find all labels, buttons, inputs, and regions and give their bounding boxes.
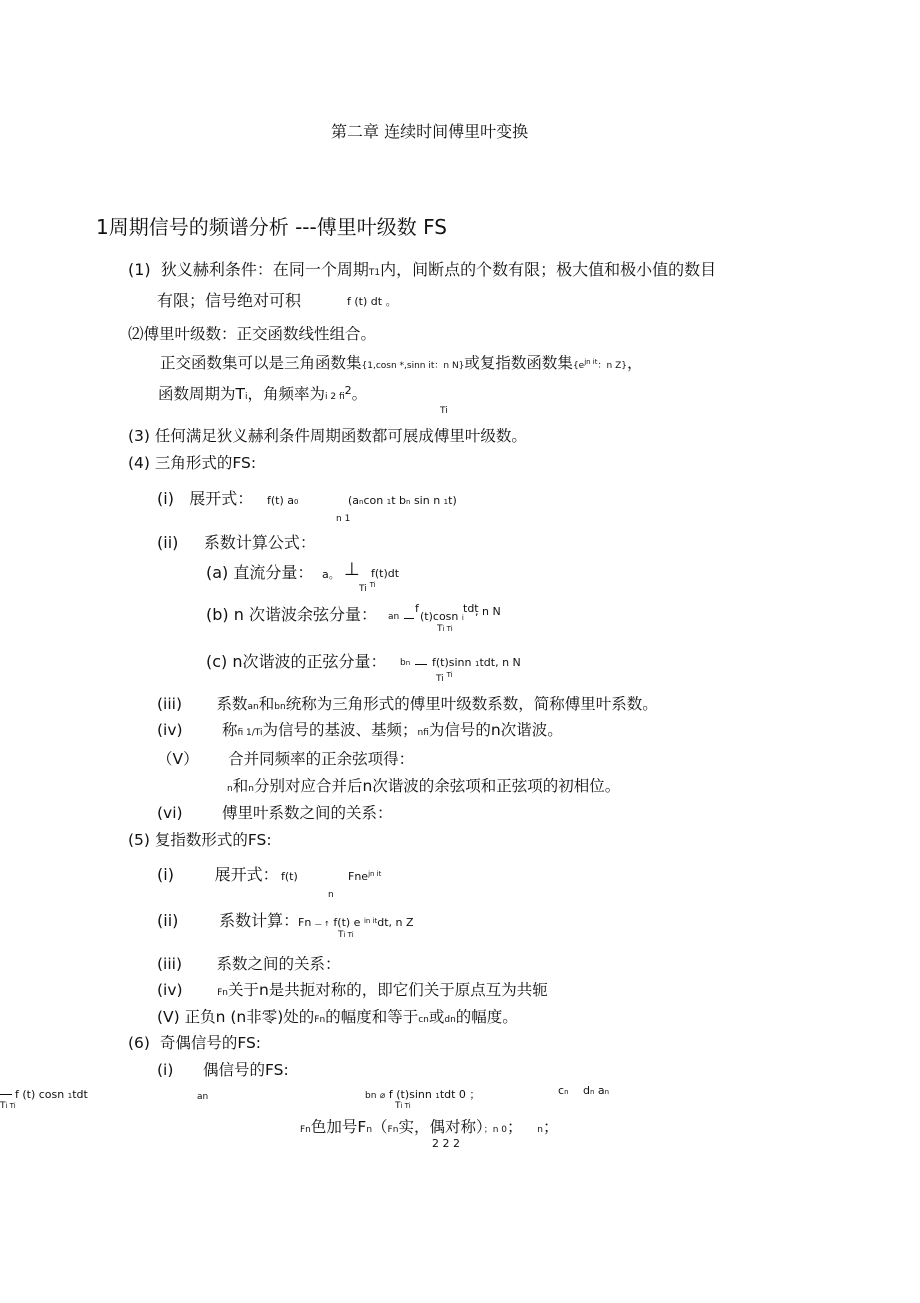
- integral-expr: f (t) dt: [347, 295, 383, 308]
- a0-symbol: a。: [322, 568, 340, 581]
- an-symbol: an: [388, 612, 400, 622]
- item3-label: (3): [128, 427, 150, 445]
- section-title: 周期信号的频谱分析 ---傅里叶级数 FS: [108, 215, 447, 239]
- v5-cn: cn: [418, 1015, 429, 1025]
- iv-nfi: nfi: [417, 728, 429, 738]
- even-bn-t: T: [395, 1101, 401, 1111]
- period-sub: i: [244, 392, 248, 402]
- ft-a: f(t) a: [267, 494, 295, 507]
- item6-i-label: (i): [157, 1061, 174, 1079]
- cos-tdt: tdt: [463, 602, 479, 615]
- item5-v: [157, 1010, 518, 1026]
- dn-an-symbols: [583, 1085, 609, 1096]
- item1-line1: [128, 262, 716, 278]
- dc-component: [206, 565, 313, 581]
- item3-text: 任何满足狄义赫利条件周期函数都可展成傅里叶级数。: [154, 427, 527, 445]
- item1-end: 。: [385, 295, 397, 308]
- sin-label: (c): [206, 652, 228, 671]
- omega-sub1: 1: [386, 498, 392, 506]
- fn-even-line: [300, 1120, 559, 1136]
- item1-text-2: 有限；信号绝对可积: [157, 291, 302, 310]
- item4-v: [157, 752, 414, 768]
- fs-expansion-rhs: [348, 495, 457, 506]
- sin-component: [206, 654, 387, 670]
- omega-2: 2: [344, 384, 352, 397]
- footer-digits: 2 2 2: [432, 1137, 460, 1150]
- v5-t1: (V) 正负n (n非零)处的: [157, 1008, 315, 1026]
- abs-integral: [347, 296, 397, 307]
- t-close: t): [448, 494, 457, 507]
- cos-component: [206, 607, 377, 623]
- cn-sub: n: [564, 1088, 569, 1096]
- sin-n: sin n: [413, 494, 441, 507]
- vi-text: 傅里叶系数之间的关系：: [222, 804, 393, 822]
- v-phi-n: n: [227, 784, 233, 794]
- exp-set: {e: [572, 361, 585, 371]
- item1-label: (1): [128, 260, 151, 279]
- f-symbol: f: [415, 602, 419, 615]
- an2-sub: n: [604, 1088, 610, 1096]
- exp-fn-sup: jn it: [368, 870, 382, 878]
- v-text: 合并同频率的正余弦项得：: [228, 750, 415, 768]
- item4: [128, 456, 256, 472]
- trig-set: {1,cosn *,sinn it：n N}: [361, 361, 465, 371]
- item4-text: 三角形式的FS:: [154, 454, 257, 472]
- item1-line2: [157, 293, 301, 309]
- even-left-t: T: [0, 1101, 6, 1111]
- iii-t1: 系数: [216, 695, 248, 713]
- iv-fi: fi 1/Ti: [237, 728, 263, 738]
- even-bn: bn: [365, 1091, 377, 1101]
- cos-denominator: [437, 625, 453, 634]
- even-left-tdt: tdt: [72, 1088, 88, 1101]
- last-fn1: Fn: [300, 1125, 311, 1135]
- chapter-title: 第二章 连续时间傅里叶变换: [331, 122, 529, 141]
- item1-text: 狄义赫利条件：在同一个周期: [160, 260, 369, 279]
- item4-iv-label: (iv): [157, 721, 183, 739]
- even-bn-denominator: [395, 1102, 411, 1111]
- item5-iii: [157, 957, 341, 973]
- even-bn-sub: 1: [435, 1092, 440, 1100]
- v5-t4: 的幅度。: [455, 1008, 518, 1026]
- item5-label: (5): [128, 831, 150, 849]
- cn-symbol: [558, 1085, 569, 1096]
- item4-iii: [157, 697, 658, 713]
- item1-text-b: 内，间断点的个数有限；极大值和极小值的数目: [380, 260, 717, 279]
- even-left-tisub: i Ti: [5, 1102, 16, 1110]
- even-bn-tisub: i Ti: [400, 1102, 411, 1110]
- period-t1: T1: [368, 268, 381, 278]
- fn-symbol: Fn: [298, 916, 312, 929]
- item2-line2: [160, 356, 642, 372]
- item5-text: 复指数形式的FS:: [154, 831, 272, 849]
- cos-tisub: i Ti: [442, 625, 453, 633]
- dn-sub: n: [589, 1088, 595, 1096]
- item4-i: [157, 491, 253, 507]
- v-and: 和: [232, 777, 249, 795]
- sin-integrand: [432, 657, 521, 668]
- item6-text: 奇偶信号的FS:: [159, 1034, 262, 1052]
- item5: [128, 833, 272, 849]
- fn-tisub: i Ti: [343, 931, 354, 939]
- item4-vi: [157, 806, 393, 822]
- period-text: 函数周期为T: [158, 385, 245, 403]
- even-bn-integrand: f (t)sinn: [388, 1088, 432, 1101]
- cn-c: c: [558, 1084, 565, 1097]
- item2-label: ⑵: [128, 325, 144, 343]
- cos-sub: i: [461, 614, 464, 622]
- cos-integrand: [420, 611, 464, 622]
- item2-text-b: 或复指数函数集: [464, 354, 573, 372]
- fn-dash: — ↑: [314, 920, 330, 928]
- cos-t: T: [437, 624, 443, 634]
- section-heading: [96, 217, 447, 237]
- item6-label: (6): [128, 1034, 150, 1052]
- item5-ii-label: (ii): [157, 911, 179, 930]
- item5-ii-text: 系数计算：: [219, 911, 300, 930]
- item4-vi-label: (vi): [157, 804, 183, 822]
- item6-i-text: 偶信号的FS:: [202, 1061, 289, 1079]
- fn-dt: dt, n Z: [377, 916, 414, 929]
- even-bn-end: tdt 0 ；: [439, 1088, 481, 1101]
- fn-denominator: [338, 931, 354, 940]
- item4-iv: [157, 723, 563, 739]
- last-t4: n: [537, 1125, 544, 1135]
- an-open: (a: [348, 494, 360, 507]
- item5-iii-text: 系数之间的关系：: [216, 955, 341, 973]
- sin-tsub: Ti: [446, 671, 453, 679]
- last-sub: ；n 0: [483, 1125, 507, 1135]
- omega-expr: i 2 fi: [325, 392, 345, 402]
- sin-sub: 1: [475, 660, 480, 668]
- sin-ft: f(t)sinn: [432, 656, 472, 669]
- sin-tdt: tdt, n N: [479, 656, 521, 669]
- item4-v-line2: [227, 779, 620, 795]
- v-theta-n: n: [248, 784, 254, 794]
- bn-sub: n: [405, 659, 411, 667]
- fraction-dash-2: [415, 664, 427, 665]
- even-an-integrand: [15, 1089, 88, 1100]
- item6: [128, 1036, 261, 1052]
- iii-t3: 统称为三角形式的傅里叶级数系数，简称傅里叶系数。: [285, 695, 658, 713]
- exp-set-sup: jn it: [584, 358, 598, 366]
- v5-t3: 或: [428, 1008, 445, 1026]
- even-left-denominator: [0, 1102, 16, 1111]
- dc-tsub: Ti: [369, 581, 376, 589]
- item4-ii: [157, 535, 316, 551]
- last-t5: ；: [543, 1118, 559, 1136]
- exp-ft: f(t): [281, 870, 298, 883]
- item6-i: [157, 1063, 289, 1079]
- item5-iv-text: 关于n是共扼对称的，即它们关于原点互为共轭: [227, 981, 548, 999]
- an-sub: n: [359, 498, 364, 506]
- item4-iii-label: (iii): [157, 695, 183, 713]
- item4-ii-text: 系数计算公式：: [203, 533, 316, 552]
- iii-bn: bn: [274, 702, 286, 712]
- v-text-2: 分别对应合并后n次谐波的余弦项和正弦项的初相位。: [253, 777, 621, 795]
- perp-symbol: ⊥: [344, 559, 360, 580]
- cos-text: n 次谐波余弦分量：: [233, 605, 377, 624]
- exp-fn: Fne: [348, 870, 369, 883]
- iii-an: an: [247, 702, 259, 712]
- dc-text: 直流分量：: [233, 563, 314, 582]
- item5-i-label: (i): [157, 865, 174, 884]
- dc-integrand: f(t)dt: [371, 567, 400, 580]
- item2-text: 傅里叶级数：正交函数线性组合。: [143, 325, 377, 343]
- fs-expansion-lhs: [267, 495, 298, 506]
- even-an-label: an: [197, 1092, 209, 1102]
- last-paren: （: [372, 1118, 388, 1136]
- item5-i-text: 展开式：: [214, 865, 279, 884]
- an2-a: a: [597, 1084, 605, 1097]
- exp-sum-term: [348, 871, 381, 882]
- v5-dn: dn: [444, 1015, 456, 1025]
- left-fraction-dash: [0, 1094, 12, 1095]
- a0-sub: 0: [294, 498, 299, 506]
- comma: ，: [626, 354, 643, 372]
- last-fn2: n: [366, 1125, 373, 1135]
- item5-iv: [157, 983, 548, 999]
- last-t2: 实，偶对称）: [398, 1118, 484, 1136]
- item2-text-a: 正交函数集可以是三角函数集: [160, 354, 362, 372]
- item4-v-label: （V）: [157, 750, 199, 768]
- item5-iii-label: (iii): [157, 955, 183, 973]
- even-left-sub: 1: [67, 1092, 73, 1100]
- cos-ft: (t)cosn: [420, 610, 459, 623]
- v5-fn: Fn: [314, 1015, 326, 1025]
- even-left: f (t) cosn: [15, 1088, 65, 1101]
- cos-n-n: , n N: [475, 605, 501, 618]
- exp-sum-index: n: [328, 890, 334, 900]
- bn-b: b: [400, 658, 406, 668]
- fn-sup: in it: [363, 917, 378, 925]
- item5-i: [157, 867, 279, 883]
- last-fn3: Fn: [387, 1125, 399, 1135]
- sin-text: n次谐波的正弦分量：: [232, 652, 387, 671]
- item2-line3: [158, 385, 367, 403]
- item4-i-label: (i): [157, 489, 174, 508]
- item3: [128, 429, 527, 445]
- even-bn-slash: ⌀: [379, 1091, 386, 1101]
- dc-ti: Ti: [359, 584, 367, 594]
- iv-t3: 为信号的n次谐波。: [428, 721, 563, 739]
- even-bn-formula: [365, 1089, 480, 1101]
- item4-label: (4): [128, 454, 150, 472]
- bn-symbol: [400, 659, 410, 668]
- dc-denominator: [359, 582, 376, 594]
- bn-sub: n: [406, 498, 411, 506]
- fraction-dash: [404, 618, 414, 619]
- fn-integrand: f(t) e: [333, 916, 361, 929]
- v5-t2: 的幅度和等于: [325, 1008, 419, 1026]
- dn-d: d: [583, 1084, 590, 1097]
- fn-t: T: [338, 930, 344, 940]
- exp-set-end: ：n Z}: [597, 361, 627, 371]
- item4-i-text: 展开式：: [189, 489, 254, 508]
- last-t1: 色加号F: [310, 1118, 367, 1136]
- fn-formula: [298, 917, 414, 928]
- t-b: t b: [391, 494, 406, 507]
- sin-ti: Ti: [436, 674, 444, 684]
- last-t3: ；: [507, 1118, 523, 1136]
- omega-sub2: 1: [443, 498, 449, 506]
- dc-label: (a): [206, 563, 229, 582]
- period-end: 。: [351, 385, 368, 403]
- section-number: 1: [96, 215, 109, 239]
- cos-label: (b): [206, 605, 229, 624]
- iv-t2: 为信号的基波、基频；: [262, 721, 418, 739]
- omega-denominator: Ti: [440, 406, 448, 416]
- iv-t1: 称: [222, 721, 238, 739]
- iv-fn: Fn: [217, 988, 228, 998]
- con: con: [363, 494, 384, 507]
- item5-ii: [157, 913, 299, 929]
- freq-text: ，角频率为: [247, 385, 325, 403]
- item2-line1: [128, 327, 376, 343]
- item5-iv-label: (iv): [157, 981, 183, 999]
- iii-t2: 和: [258, 695, 275, 713]
- item4-ii-label: (ii): [157, 533, 179, 552]
- sin-denominator: [436, 672, 453, 684]
- sum-index: n 1: [336, 514, 351, 524]
